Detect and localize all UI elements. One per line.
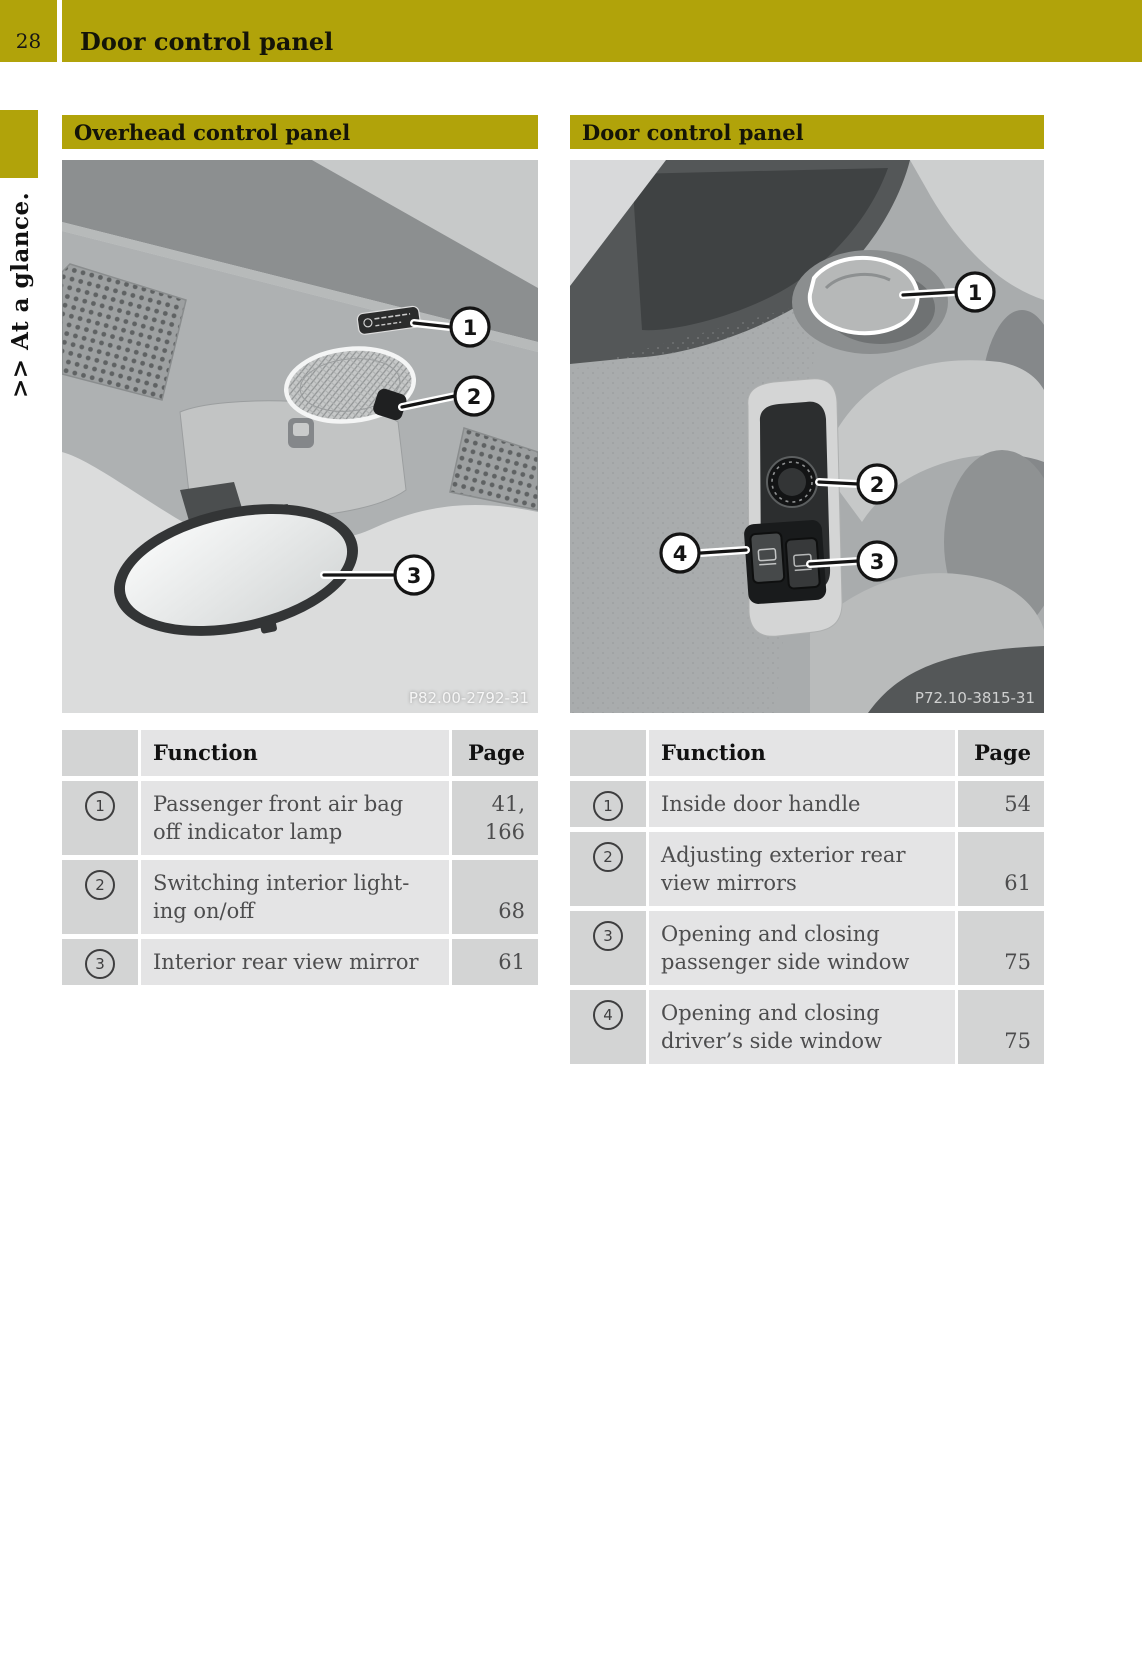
function-text: Interior rear view mirror — [153, 950, 419, 974]
section-title-bar — [570, 115, 1044, 149]
callout-number-cell — [62, 939, 138, 985]
door-panel-illustration — [570, 160, 1044, 713]
function-cell — [141, 860, 449, 934]
page-ref: 61 — [498, 950, 525, 974]
callout-number-header-cell — [570, 730, 646, 776]
page-number: 28 — [15, 29, 42, 53]
svg-text:2: 2 — [466, 385, 482, 409]
function-cell — [649, 832, 955, 906]
callout-3 — [858, 542, 896, 580]
callout-number-cell — [570, 911, 646, 985]
page-number-block — [0, 0, 57, 62]
page-ref: 75 — [1004, 1029, 1031, 1053]
svg-text:1: 1 — [462, 316, 478, 340]
table-row — [570, 781, 1044, 827]
function-cell — [141, 939, 449, 985]
table-row — [62, 860, 538, 934]
function-table-door — [570, 730, 1044, 1064]
function-cell — [649, 911, 955, 985]
page-header-cell — [958, 730, 1044, 776]
table-header-row — [570, 730, 1044, 776]
sidebar-chapter-label: >> At a glance. — [7, 191, 34, 398]
circled-number: 4 — [593, 1000, 623, 1030]
function-header-cell — [141, 730, 449, 776]
door-panel-figure — [570, 160, 1044, 713]
function-text: Passenger front air bag — [153, 792, 404, 816]
table-row — [570, 911, 1044, 985]
function-cell — [649, 990, 955, 1064]
page-ref: 166 — [484, 820, 525, 844]
page-header: Page — [974, 740, 1031, 765]
function-header: Function — [661, 740, 766, 765]
page-cell — [452, 781, 538, 855]
overhead-console-illustration — [62, 160, 538, 713]
callout-number-cell — [62, 860, 138, 934]
function-header-cell — [649, 730, 955, 776]
callout-3 — [395, 556, 433, 594]
page-header — [0, 0, 1142, 62]
function-text: Opening and closing — [661, 922, 880, 946]
page-cell — [958, 911, 1044, 985]
page-ref: 68 — [498, 899, 525, 923]
callout-number-header-cell — [62, 730, 138, 776]
circled-number: 2 — [85, 870, 115, 900]
page-cell — [958, 781, 1044, 827]
page-title: Door control panel — [80, 27, 334, 56]
page-cell — [452, 860, 538, 934]
callout-number-cell — [570, 990, 646, 1064]
function-text: driver’s side window — [661, 1029, 882, 1053]
function-text: view mirrors — [661, 871, 797, 895]
reading-light — [288, 418, 314, 448]
sidebar-accent-block — [0, 110, 38, 178]
driver-window-switch — [750, 532, 784, 583]
function-text: Opening and closing — [661, 1001, 880, 1025]
callout-number-cell — [570, 781, 646, 827]
function-cell — [649, 781, 955, 827]
callout-number-cell — [62, 781, 138, 855]
image-code: P82.00-2792-31 — [408, 689, 529, 707]
table-header-row — [62, 730, 538, 776]
svg-text:4: 4 — [672, 542, 688, 566]
section-door-control-panel — [570, 115, 1044, 1064]
page-title-bar — [62, 0, 1142, 62]
section-title: Door control panel — [582, 119, 804, 145]
page-ref: 75 — [1004, 950, 1031, 974]
function-text: off indicator lamp — [153, 820, 343, 844]
circled-number: 3 — [85, 949, 115, 979]
section-title: Overhead control panel — [74, 119, 351, 145]
page-ref: 54 — [1004, 792, 1031, 816]
function-table-overhead — [62, 730, 538, 985]
circled-number: 2 — [593, 842, 623, 872]
function-text: Adjusting exterior rear — [661, 843, 906, 867]
svg-text:3: 3 — [406, 564, 422, 588]
callout-2 — [455, 377, 493, 415]
image-code: P72.10-3815-31 — [914, 689, 1035, 707]
callout-1 — [451, 308, 489, 346]
svg-text:1: 1 — [967, 281, 983, 305]
callout-2 — [858, 465, 896, 503]
callout-1 — [956, 273, 994, 311]
table-row — [570, 990, 1044, 1064]
page-cell — [958, 990, 1044, 1064]
function-text: passenger side window — [661, 950, 910, 974]
table-row — [62, 939, 538, 985]
svg-text:2: 2 — [869, 473, 885, 497]
table-row — [62, 781, 538, 855]
section-title-bar — [62, 115, 538, 149]
function-text: ing on/off — [153, 899, 255, 923]
table-row — [570, 832, 1044, 906]
function-text: Switching interior light- — [153, 871, 410, 895]
page-cell — [958, 832, 1044, 906]
circled-number: 1 — [85, 791, 115, 821]
page-cell — [452, 939, 538, 985]
circled-number: 3 — [593, 921, 623, 951]
mirror-adjust-knob — [767, 457, 817, 507]
section-overhead-control-panel — [62, 115, 538, 985]
callout-4 — [661, 534, 699, 572]
overhead-console-figure — [62, 160, 538, 713]
function-text: Inside door handle — [661, 792, 861, 816]
callout-number-cell — [570, 832, 646, 906]
page-ref: 41, — [491, 792, 525, 816]
function-header: Function — [153, 740, 258, 765]
page-header: Page — [468, 740, 525, 765]
circled-number: 1 — [593, 791, 623, 821]
function-cell — [141, 781, 449, 855]
page-header-cell — [452, 730, 538, 776]
page-ref: 61 — [1004, 871, 1031, 895]
svg-text:3: 3 — [869, 550, 885, 574]
